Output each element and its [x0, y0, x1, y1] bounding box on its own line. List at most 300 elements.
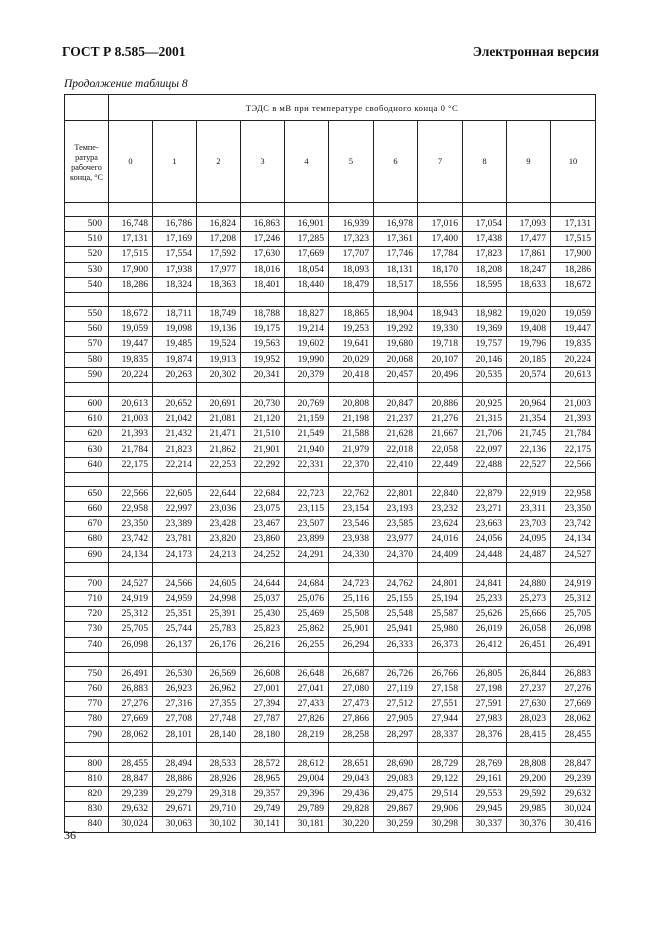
emf-value-cell: 29,436 [329, 787, 374, 802]
emf-value-cell: 29,514 [418, 787, 463, 802]
emf-value-cell: 26,216 [241, 637, 285, 652]
emf-value-cell: 17,746 [374, 247, 418, 262]
emf-value-cell: 28,769 [463, 756, 507, 771]
emf-value-cell: 24,959 [153, 591, 197, 606]
emf-value-cell: 21,198 [329, 412, 374, 427]
emf-value-cell: 20,769 [285, 396, 329, 411]
emf-value-cell: 23,036 [197, 502, 241, 517]
emf-value-cell: 26,648 [285, 666, 329, 681]
emf-value-cell: 18,324 [153, 277, 197, 292]
spacer-cell [65, 382, 109, 396]
spacer-cell [285, 742, 329, 756]
emf-value-cell: 28,376 [463, 727, 507, 742]
spacer-cell [241, 742, 285, 756]
emf-value-cell: 28,886 [153, 771, 197, 786]
emf-value-cell: 28,415 [507, 727, 551, 742]
temperature-cell: 670 [65, 517, 109, 532]
emf-value-cell: 26,255 [285, 637, 329, 652]
emf-value-cell: 28,337 [418, 727, 463, 742]
emf-value-cell: 23,507 [285, 517, 329, 532]
emf-value-cell: 24,527 [109, 576, 153, 591]
temperature-cell: 590 [65, 367, 109, 382]
group-spacer-row [65, 472, 596, 486]
group-spacer-row [65, 382, 596, 396]
emf-value-cell: 28,062 [551, 712, 596, 727]
emf-value-cell: 27,551 [418, 697, 463, 712]
emf-value-cell: 16,748 [109, 217, 153, 232]
spacer-cell [418, 203, 463, 217]
table-row [65, 412, 596, 427]
emf-value-cell: 17,784 [418, 247, 463, 262]
emf-value-cell: 23,663 [463, 517, 507, 532]
emf-value-cell: 20,808 [329, 396, 374, 411]
emf-value-cell: 23,546 [329, 517, 374, 532]
table-row [65, 681, 596, 696]
emf-value-cell: 28,651 [329, 756, 374, 771]
group-spacer-row [65, 742, 596, 756]
emf-value-cell: 18,131 [374, 262, 418, 277]
emf-value-cell: 29,083 [374, 771, 418, 786]
emf-value-cell: 23,742 [109, 532, 153, 547]
table-row [65, 217, 596, 232]
spacer-cell [463, 472, 507, 486]
emf-value-cell: 23,311 [507, 502, 551, 517]
emf-value-cell: 29,043 [329, 771, 374, 786]
emf-value-cell: 18,982 [463, 306, 507, 321]
emf-value-cell: 16,824 [197, 217, 241, 232]
emf-value-cell: 26,412 [463, 637, 507, 652]
emf-value-cell: 22,997 [153, 502, 197, 517]
spacer-cell [109, 562, 153, 576]
table-row [65, 607, 596, 622]
emf-value-cell: 26,608 [241, 666, 285, 681]
emf-value-cell: 20,457 [374, 367, 418, 382]
table-row [65, 486, 596, 501]
emf-value-cell: 19,059 [551, 306, 596, 321]
emf-value-cell: 28,572 [241, 756, 285, 771]
temperature-cell: 630 [65, 442, 109, 457]
emf-value-cell: 20,652 [153, 396, 197, 411]
emf-value-cell: 25,941 [374, 622, 418, 637]
table-row [65, 306, 596, 321]
table-row [65, 352, 596, 367]
emf-value-cell: 25,783 [197, 622, 241, 637]
table-row [65, 247, 596, 262]
emf-value-cell: 23,703 [507, 517, 551, 532]
emf-value-cell: 17,592 [197, 247, 241, 262]
emf-value-cell: 18,633 [507, 277, 551, 292]
temperature-cell: 760 [65, 681, 109, 696]
emf-value-cell: 26,962 [197, 681, 241, 696]
spacer-cell [153, 203, 197, 217]
spacer-cell [507, 292, 551, 306]
temperature-cell: 780 [65, 712, 109, 727]
emf-value-cell: 19,214 [285, 322, 329, 337]
emf-value-cell: 24,841 [463, 576, 507, 591]
emf-value-cell: 24,213 [197, 547, 241, 562]
emf-value-cell: 22,214 [153, 457, 197, 472]
emf-value-cell: 23,271 [463, 502, 507, 517]
temperature-cell: 790 [65, 727, 109, 742]
emf-value-cell: 29,161 [463, 771, 507, 786]
emf-value-cell: 25,626 [463, 607, 507, 622]
emf-value-cell: 20,574 [507, 367, 551, 382]
emf-value-cell: 20,418 [329, 367, 374, 382]
emf-value-cell: 18,286 [109, 277, 153, 292]
emf-value-cell: 25,233 [463, 591, 507, 606]
emf-value-cell: 25,705 [551, 607, 596, 622]
emf-value-cell: 17,477 [507, 232, 551, 247]
spacer-cell [285, 562, 329, 576]
emf-value-cell: 27,826 [285, 712, 329, 727]
temperature-cell: 770 [65, 697, 109, 712]
temperature-cell: 690 [65, 547, 109, 562]
emf-value-cell: 19,485 [153, 337, 197, 352]
emf-value-cell: 20,730 [241, 396, 285, 411]
emf-value-cell: 22,449 [418, 457, 463, 472]
emf-value-cell: 27,237 [507, 681, 551, 696]
emf-value-cell: 29,985 [507, 802, 551, 817]
column-header-row [65, 121, 596, 203]
emf-value-cell: 21,901 [241, 442, 285, 457]
emf-value-cell: 30,337 [463, 817, 507, 832]
spacer-cell [374, 472, 418, 486]
temperature-cell: 620 [65, 427, 109, 442]
emf-value-cell: 27,041 [285, 681, 329, 696]
emf-value-cell: 21,237 [374, 412, 418, 427]
emf-value-cell: 19,447 [551, 322, 596, 337]
table-row [65, 697, 596, 712]
emf-value-cell: 21,120 [241, 412, 285, 427]
emf-value-cell: 25,666 [507, 607, 551, 622]
emf-value-cell: 23,350 [109, 517, 153, 532]
emf-value-cell: 20,535 [463, 367, 507, 382]
table-row [65, 787, 596, 802]
emf-value-cell: 19,990 [285, 352, 329, 367]
emf-value-cell: 17,669 [285, 247, 329, 262]
emf-value-cell: 19,447 [109, 337, 153, 352]
spacer-cell [153, 652, 197, 666]
emf-value-cell: 25,312 [551, 591, 596, 606]
emf-value-cell: 30,141 [241, 817, 285, 832]
spacer-cell [329, 472, 374, 486]
emf-value-cell: 19,796 [507, 337, 551, 352]
spacer-cell [329, 742, 374, 756]
temperature-cell: 500 [65, 217, 109, 232]
spacer-cell [241, 382, 285, 396]
emf-value-cell: 23,154 [329, 502, 374, 517]
emf-value-cell: 28,847 [109, 771, 153, 786]
emf-value-cell: 26,491 [109, 666, 153, 681]
emf-value-cell: 18,788 [241, 306, 285, 321]
emf-value-cell: 29,789 [285, 802, 329, 817]
table-row [65, 262, 596, 277]
emf-value-cell: 18,943 [418, 306, 463, 321]
spacer-cell [285, 292, 329, 306]
emf-value-cell: 28,140 [197, 727, 241, 742]
spacer-cell [507, 742, 551, 756]
emf-value-cell: 30,024 [109, 817, 153, 832]
emf-value-cell: 25,980 [418, 622, 463, 637]
spacer-cell [241, 203, 285, 217]
emf-value-cell: 18,208 [463, 262, 507, 277]
emf-value-cell: 21,784 [109, 442, 153, 457]
emf-value-cell: 17,054 [463, 217, 507, 232]
emf-value-cell: 29,239 [109, 787, 153, 802]
emf-value-cell: 20,302 [197, 367, 241, 382]
emf-value-cell: 26,883 [551, 666, 596, 681]
emf-value-cell: 27,433 [285, 697, 329, 712]
emf-value-cell: 26,451 [507, 637, 551, 652]
emf-value-cell: 19,524 [197, 337, 241, 352]
spacer-cell [374, 742, 418, 756]
emf-value-cell: 26,530 [153, 666, 197, 681]
emf-value-cell: 30,220 [329, 817, 374, 832]
spacer-cell [65, 742, 109, 756]
emf-value-cell: 27,905 [374, 712, 418, 727]
emf-value-cell: 21,042 [153, 412, 197, 427]
spacer-cell [109, 292, 153, 306]
emf-value-cell: 25,430 [241, 607, 285, 622]
emf-value-cell: 18,517 [374, 277, 418, 292]
emf-value-cell: 28,258 [329, 727, 374, 742]
emf-value-cell: 24,291 [285, 547, 329, 562]
emf-value-cell: 23,350 [551, 502, 596, 517]
emf-value-cell: 22,527 [507, 457, 551, 472]
emf-value-cell: 20,613 [109, 396, 153, 411]
emf-value-cell: 23,389 [153, 517, 197, 532]
emf-value-cell: 22,292 [241, 457, 285, 472]
temperature-cell: 510 [65, 232, 109, 247]
emf-value-cell: 30,063 [153, 817, 197, 832]
spacer-cell [507, 472, 551, 486]
temperature-cell: 710 [65, 591, 109, 606]
emf-value-cell: 29,357 [241, 787, 285, 802]
emf-value-cell: 23,585 [374, 517, 418, 532]
column-header: 7 [418, 121, 463, 203]
thermo-emf-table [64, 94, 596, 833]
emf-value-cell: 18,672 [551, 277, 596, 292]
temperature-cell: 520 [65, 247, 109, 262]
emf-value-cell: 24,448 [463, 547, 507, 562]
emf-value-cell: 30,181 [285, 817, 329, 832]
emf-value-cell: 20,029 [329, 352, 374, 367]
temperature-cell: 680 [65, 532, 109, 547]
emf-value-cell: 24,370 [374, 547, 418, 562]
table-row [65, 771, 596, 786]
temperature-cell: 810 [65, 771, 109, 786]
spacer-cell [197, 292, 241, 306]
emf-value-cell: 19,913 [197, 352, 241, 367]
column-header: 2 [197, 121, 241, 203]
spacer-cell [463, 203, 507, 217]
spacer-cell [374, 652, 418, 666]
emf-value-cell: 24,723 [329, 576, 374, 591]
emf-value-cell: 18,170 [418, 262, 463, 277]
emf-value-cell: 17,938 [153, 262, 197, 277]
emf-value-cell: 29,906 [418, 802, 463, 817]
emf-value-cell: 17,977 [197, 262, 241, 277]
emf-value-cell: 29,396 [285, 787, 329, 802]
emf-value-cell: 26,883 [109, 681, 153, 696]
spacer-cell [551, 652, 596, 666]
emf-value-cell: 27,080 [329, 681, 374, 696]
table-row [65, 232, 596, 247]
emf-value-cell: 29,475 [374, 787, 418, 802]
emf-value-cell: 23,115 [285, 502, 329, 517]
emf-value-cell: 30,102 [197, 817, 241, 832]
emf-value-cell: 29,279 [153, 787, 197, 802]
emf-value-cell: 19,874 [153, 352, 197, 367]
emf-value-cell: 26,805 [463, 666, 507, 681]
spacer-cell [551, 742, 596, 756]
emf-value-cell: 21,003 [109, 412, 153, 427]
table-row [65, 367, 596, 382]
table-body [65, 203, 596, 833]
emf-value-cell: 21,393 [551, 412, 596, 427]
emf-value-cell: 30,298 [418, 817, 463, 832]
emf-value-cell: 19,098 [153, 322, 197, 337]
emf-value-cell: 28,062 [109, 727, 153, 742]
spacer-cell [65, 292, 109, 306]
emf-value-cell: 18,016 [241, 262, 285, 277]
emf-value-cell: 18,247 [507, 262, 551, 277]
emf-value-cell: 25,312 [109, 607, 153, 622]
emf-value-cell: 29,239 [551, 771, 596, 786]
emf-value-cell: 28,926 [197, 771, 241, 786]
emf-value-cell: 17,861 [507, 247, 551, 262]
emf-value-cell: 19,835 [109, 352, 153, 367]
emf-value-cell: 19,175 [241, 322, 285, 337]
spacer-cell [329, 562, 374, 576]
emf-value-cell: 20,847 [374, 396, 418, 411]
emf-value-cell: 29,671 [153, 802, 197, 817]
emf-value-cell: 17,131 [109, 232, 153, 247]
emf-value-cell: 27,708 [153, 712, 197, 727]
emf-value-cell: 24,605 [197, 576, 241, 591]
table-row [65, 622, 596, 637]
emf-value-cell: 22,488 [463, 457, 507, 472]
group-spacer-row [65, 562, 596, 576]
table-row [65, 322, 596, 337]
emf-value-cell: 22,801 [374, 486, 418, 501]
emf-value-cell: 20,341 [241, 367, 285, 382]
table-row [65, 442, 596, 457]
emf-value-cell: 23,075 [241, 502, 285, 517]
emf-value-cell: 27,669 [551, 697, 596, 712]
emf-value-cell: 28,847 [551, 756, 596, 771]
thermo-emf-table-container [64, 94, 596, 833]
spacer-cell [551, 203, 596, 217]
spacer-cell [197, 472, 241, 486]
emf-value-cell: 17,246 [241, 232, 285, 247]
emf-value-cell: 24,056 [463, 532, 507, 547]
emf-value-cell: 21,354 [507, 412, 551, 427]
emf-value-cell: 28,533 [197, 756, 241, 771]
emf-value-cell: 26,098 [109, 637, 153, 652]
spacer-cell [197, 742, 241, 756]
emf-value-cell: 28,965 [241, 771, 285, 786]
emf-value-cell: 29,122 [418, 771, 463, 786]
emf-value-cell: 23,193 [374, 502, 418, 517]
spacer-cell [109, 382, 153, 396]
emf-value-cell: 25,862 [285, 622, 329, 637]
emf-value-cell: 26,726 [374, 666, 418, 681]
spacer-cell [418, 562, 463, 576]
column-header: 10 [551, 121, 596, 203]
emf-value-cell: 19,408 [507, 322, 551, 337]
emf-value-cell: 26,491 [551, 637, 596, 652]
spacer-cell [285, 382, 329, 396]
emf-value-cell: 26,844 [507, 666, 551, 681]
emf-value-cell: 24,684 [285, 576, 329, 591]
emf-value-cell: 22,410 [374, 457, 418, 472]
spacer-cell [329, 652, 374, 666]
spacer-cell [463, 742, 507, 756]
emf-value-cell: 19,718 [418, 337, 463, 352]
emf-value-cell: 27,119 [374, 681, 418, 696]
emf-value-cell: 29,632 [551, 787, 596, 802]
temperature-cell: 600 [65, 396, 109, 411]
group-spacer-row [65, 652, 596, 666]
emf-value-cell: 26,137 [153, 637, 197, 652]
emf-value-cell: 27,394 [241, 697, 285, 712]
spacer-cell [153, 292, 197, 306]
emf-value-cell: 27,669 [109, 712, 153, 727]
emf-value-cell: 17,900 [551, 247, 596, 262]
emf-value-cell: 21,706 [463, 427, 507, 442]
spacer-cell [65, 652, 109, 666]
emf-value-cell: 24,919 [109, 591, 153, 606]
spacer-cell [507, 562, 551, 576]
emf-value-cell: 30,416 [551, 817, 596, 832]
emf-value-cell: 26,569 [197, 666, 241, 681]
emf-value-cell: 30,376 [507, 817, 551, 832]
temperature-cell: 720 [65, 607, 109, 622]
emf-value-cell: 18,672 [109, 306, 153, 321]
emf-value-cell: 23,860 [241, 532, 285, 547]
emf-value-cell: 29,318 [197, 787, 241, 802]
emf-value-cell: 21,159 [285, 412, 329, 427]
emf-value-cell: 23,467 [241, 517, 285, 532]
spacer-cell [418, 742, 463, 756]
emf-value-cell: 26,923 [153, 681, 197, 696]
temperature-cell: 730 [65, 622, 109, 637]
emf-value-cell: 27,866 [329, 712, 374, 727]
emf-value-cell: 16,939 [329, 217, 374, 232]
emf-value-cell: 27,198 [463, 681, 507, 696]
table-corner [65, 95, 109, 121]
temperature-cell: 530 [65, 262, 109, 277]
emf-value-cell: 20,496 [418, 367, 463, 382]
emf-value-cell: 17,361 [374, 232, 418, 247]
emf-value-cell: 28,612 [285, 756, 329, 771]
emf-value-cell: 25,273 [507, 591, 551, 606]
emf-value-cell: 25,823 [241, 622, 285, 637]
emf-value-cell: 22,879 [463, 486, 507, 501]
spacer-cell [65, 472, 109, 486]
emf-value-cell: 21,784 [551, 427, 596, 442]
spacer-cell [241, 562, 285, 576]
emf-value-cell: 22,762 [329, 486, 374, 501]
emf-value-cell: 25,351 [153, 607, 197, 622]
table-row [65, 502, 596, 517]
table-row [65, 637, 596, 652]
table-row [65, 576, 596, 591]
spacer-cell [153, 382, 197, 396]
emf-value-cell: 18,286 [551, 262, 596, 277]
emf-value-cell: 17,208 [197, 232, 241, 247]
